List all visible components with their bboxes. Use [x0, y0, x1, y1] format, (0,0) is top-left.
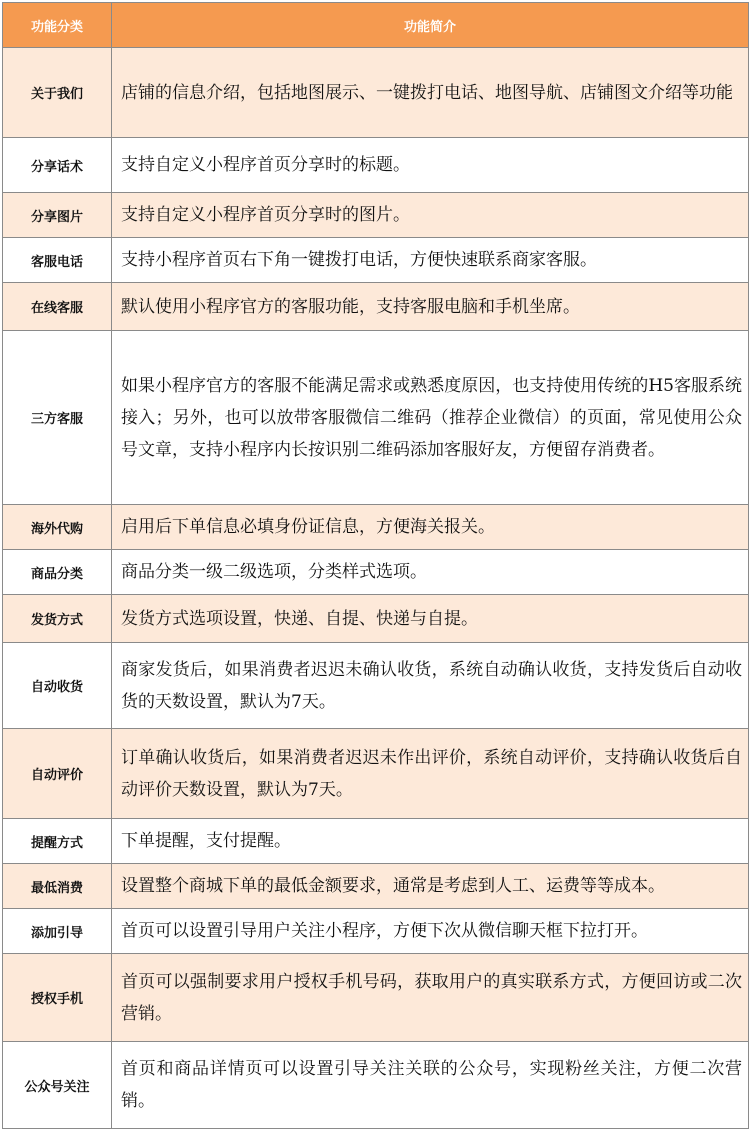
row-category: 授权手机: [3, 954, 112, 1042]
row-category: 商品分类: [3, 550, 112, 595]
row-category: 自动评价: [3, 729, 112, 819]
table-header: [3, 3, 749, 48]
row-category: 客服电话: [3, 238, 112, 283]
table-row: [3, 238, 749, 283]
row-category: 三方客服: [3, 331, 112, 505]
row-category: 关于我们: [3, 48, 112, 138]
table-row: [3, 909, 749, 954]
row-description: 支持小程序首页右下角一键拨打电话，方便快速联系商家客服。: [112, 238, 749, 283]
row-category: 添加引导: [3, 909, 112, 954]
row-description: 设置整个商城下单的最低金额要求，通常是考虑到人工、运费等等成本。: [112, 864, 749, 909]
row-category: 海外代购: [3, 505, 112, 550]
table-row: [3, 819, 749, 864]
row-description: 首页和商品详情页可以设置引导关注关联的公众号，实现粉丝关注，方便二次营销。: [112, 1042, 749, 1129]
row-category: 提醒方式: [3, 819, 112, 864]
row-description: 商家发货后，如果消费者迟迟未确认收货，系统自动确认收货，支持发货后自动收货的天数设置，默认为7天。: [112, 643, 749, 729]
table-row: [3, 729, 749, 819]
row-description: 如果小程序官方的客服不能满足需求或熟悉度原因，也支持使用传统的H5客服系统接入；另外，也可以放带客服微信二维码（推荐企业微信）的页面，常见使用公众号文章，支持小程序内长按识别二维码添加客服好友，方便留存消费者。: [112, 331, 749, 505]
table-row: [3, 193, 749, 238]
table-row: [3, 283, 749, 331]
table-row: [3, 954, 749, 1042]
table-row: [3, 138, 749, 193]
table-row: [3, 550, 749, 595]
header-category: 功能分类: [3, 3, 112, 48]
table-row: [3, 1042, 749, 1129]
row-category: 在线客服: [3, 283, 112, 331]
row-description: 下单提醒，支付提醒。: [112, 819, 749, 864]
row-category: 发货方式: [3, 595, 112, 643]
table-row: [3, 595, 749, 643]
row-category: 自动收货: [3, 643, 112, 729]
row-description: 首页可以设置引导用户关注小程序，方便下次从微信聊天框下拉打开。: [112, 909, 749, 954]
row-description: 启用后下单信息必填身份证信息，方便海关报关。: [112, 505, 749, 550]
table-body: [3, 48, 749, 1129]
table-row: [3, 48, 749, 138]
table-row: [3, 505, 749, 550]
row-category: 公众号关注: [3, 1042, 112, 1129]
row-description: 支持自定义小程序首页分享时的标题。: [112, 138, 749, 193]
row-category: 最低消费: [3, 864, 112, 909]
table-row: [3, 643, 749, 729]
row-description: 默认使用小程序官方的客服功能，支持客服电脑和手机坐席。: [112, 283, 749, 331]
row-description: 商品分类一级二级选项，分类样式选项。: [112, 550, 749, 595]
row-description: 店铺的信息介绍，包括地图展示、一键拨打电话、地图导航、店铺图文介绍等功能: [112, 48, 749, 138]
row-description: 订单确认收货后，如果消费者迟迟未作出评价，系统自动评价，支持确认收货后自动评价天数设置，默认为7天。: [112, 729, 749, 819]
header-description: 功能简介: [112, 3, 749, 48]
table-row: [3, 864, 749, 909]
table-row: [3, 331, 749, 505]
row-description: 支持自定义小程序首页分享时的图片。: [112, 193, 749, 238]
row-description: 发货方式选项设置，快递、自提、快递与自提。: [112, 595, 749, 643]
row-category: 分享话术: [3, 138, 112, 193]
row-description: 首页可以强制要求用户授权手机号码，获取用户的真实联系方式，方便回访或二次营销。: [112, 954, 749, 1042]
feature-table: [2, 2, 749, 1129]
row-category: 分享图片: [3, 193, 112, 238]
